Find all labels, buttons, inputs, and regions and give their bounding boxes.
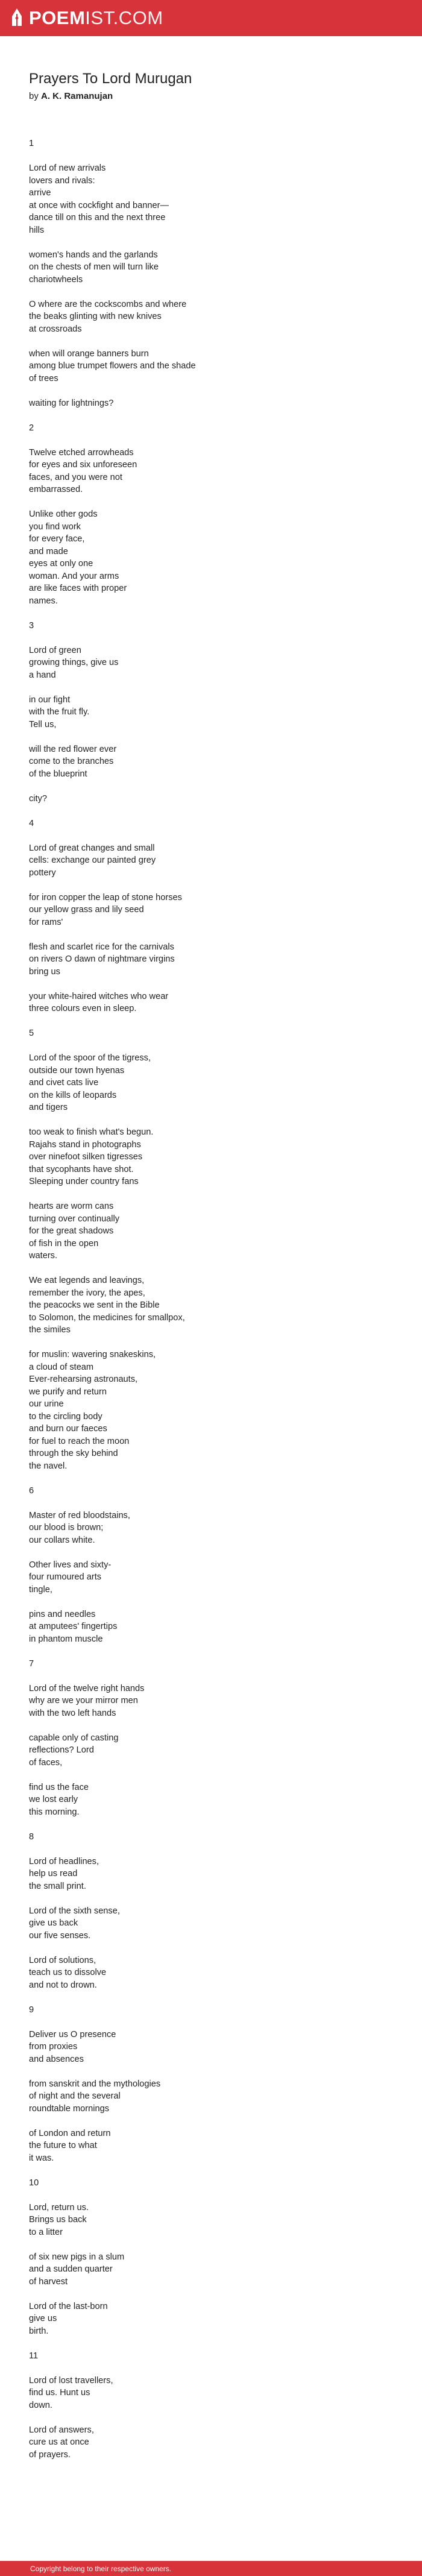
poem-line: down. (29, 2400, 52, 2410)
site-footer (0, 2561, 422, 2576)
stanza-break (29, 1596, 391, 1608)
stanza-break (29, 236, 391, 249)
poem-line: help us read (29, 1869, 78, 1878)
poem-line: and burn our faeces (29, 1424, 107, 1434)
poem-line: are like faces with proper (29, 584, 127, 593)
poem-line: of night and the several (29, 2091, 121, 2101)
logo-bold-text: POEM (29, 7, 86, 28)
poem-line: Lord of great changes and small (29, 843, 155, 853)
poem-line: find us the face (29, 1782, 89, 1792)
poem-line: Lord of the last-born (29, 2301, 108, 2311)
poem-line: of faces, (29, 1757, 63, 1768)
poem-line: and civet cats live (29, 1078, 99, 1088)
poem-line: eyes at only one (29, 559, 93, 568)
poem-line: come to the branches (29, 757, 114, 766)
poem-line: in phantom muscle (29, 1634, 103, 1644)
poem-line: birth. (29, 2326, 49, 2336)
poem-line: arrive (29, 188, 51, 198)
stanza-break (29, 2337, 391, 2350)
pen-nib-icon[interactable] (11, 8, 23, 28)
poem-line: Tell us, (29, 719, 57, 729)
site-header (0, 0, 422, 36)
poem-line: Lord of headlines, (29, 1856, 99, 1866)
poem-line: we purify and return (29, 1387, 107, 1397)
poem-line: you find work (29, 521, 81, 532)
stanza-break (29, 731, 391, 743)
stanza-break (29, 978, 391, 990)
poem-line: on rivers O dawn of nightmare virgins (29, 954, 175, 964)
section-number: 6 (29, 1485, 34, 1496)
stanza-break (29, 385, 391, 397)
poem-line: growing things, give us (29, 658, 119, 667)
poem-line: the navel. (29, 1461, 68, 1471)
poem-line: Brings us back (29, 2215, 87, 2225)
stanza-break (29, 2115, 391, 2127)
poem-line: faces, and you were not (29, 472, 122, 482)
footer-copyright: Copyright belong to their respective owners. (30, 2564, 172, 2573)
poem-line: give us (29, 2314, 57, 2323)
poem-line: names. (29, 596, 58, 606)
section-number: 1 (29, 139, 34, 148)
poem-line: for fuel to reach the moon (29, 1436, 130, 1446)
stanza-break (29, 830, 391, 842)
stanza-break (29, 1991, 391, 2004)
poem-line: Deliver us O presence (29, 2029, 116, 2039)
poem-line: why are we your mirror men (29, 1696, 138, 1705)
stanza-break (29, 681, 391, 694)
stanza-break (29, 1040, 391, 1053)
stanza-break (29, 632, 391, 644)
poem-line: Lord of green (29, 645, 81, 655)
stanza-break (29, 286, 391, 298)
poem-line: to a litter (29, 2227, 63, 2237)
poem-line: of the blueprint (29, 769, 87, 779)
section-number: 4 (29, 818, 34, 828)
stanza-break (29, 928, 391, 941)
poem-line: the future to what (29, 2141, 97, 2150)
stanza-break (29, 1843, 391, 1856)
poem-line: at crossroads (29, 324, 82, 334)
poem-line: for eyes and six unforeseen (29, 460, 137, 470)
poem-line: we lost early (29, 1795, 78, 1804)
poem-line: embarrassed. (29, 485, 83, 494)
poem-line: woman. And your arms (29, 571, 119, 581)
poem-line: to Solomon, the medicines for smallpox, (29, 1312, 185, 1323)
poem-line: your white-haired witches who wear (29, 991, 169, 1001)
poem-line: on the chests of men will turn like (29, 262, 159, 272)
poem-line: and a sudden quarter (29, 2264, 113, 2274)
poem-line: for muslin: wavering snakeskins, (29, 1350, 156, 1359)
byline-prefix: by (29, 91, 42, 101)
section-number: 3 (29, 620, 34, 631)
stanza-break (29, 1262, 391, 1275)
author-link[interactable]: A. K. Ramanujan (41, 91, 113, 101)
poem-line: Sleeping under country fans (29, 1177, 139, 1186)
stanza-break (29, 409, 391, 422)
poem-line: Lord of the twelve right hands (29, 1683, 145, 1693)
poem-line: a hand (29, 670, 56, 680)
poem-line: Unlike other gods (29, 509, 98, 519)
poem-line: flesh and scarlet rice for the carnivals (29, 942, 174, 952)
poem-line: roundtable mornings (29, 2103, 110, 2114)
stanza-break (29, 2411, 391, 2424)
poem-line: for iron copper the leap of stone horses (29, 892, 182, 902)
poem-line: outside our town hyenas (29, 1065, 125, 1075)
poem-line: Lord, return us. (29, 2202, 89, 2212)
stanza-break (29, 1645, 391, 1658)
section-number: 11 (29, 2351, 39, 2361)
poem-line: hearts are worm cans (29, 1201, 114, 1211)
stanza-break (29, 2189, 391, 2202)
poem-line: from proxies (29, 2042, 78, 2052)
poem-line: Twelve etched arrowheads (29, 447, 134, 458)
stanza-break (29, 2164, 391, 2177)
poem-line: three colours even in sleep. (29, 1004, 137, 1013)
stanza-break (29, 1670, 391, 1683)
poem-line: will the red flower ever (29, 744, 117, 754)
poem-line: teach us to dissolve (29, 1968, 107, 1977)
poem-line: our blood is brown; (29, 1523, 104, 1532)
poem-line: too weak to finish what's begun. (29, 1127, 154, 1137)
poem-line: city? (29, 793, 48, 804)
poem-line: Lord of the spoor of the tigress, (29, 1053, 151, 1063)
stanza-break (29, 496, 391, 509)
poem-line: find us. Hunt us (29, 2388, 90, 2398)
poem-line: and made (29, 546, 68, 556)
stanza-break (29, 1114, 391, 1127)
stanza-break (29, 1942, 391, 1954)
poem-line: the small print. (29, 1881, 86, 1891)
poem-line: of prayers. (29, 2449, 71, 2460)
stanza-break (29, 1188, 391, 1201)
stanza-break (29, 2065, 391, 2078)
poem-line: at amputees' fingertips (29, 1622, 118, 1631)
poem-line: our collars white. (29, 1535, 95, 1545)
poem-line: at once with cockfight and banner— (29, 200, 169, 210)
poem-line: and not to drown. (29, 1980, 97, 1990)
poem-line: turning over continually (29, 1214, 120, 1224)
poem-line: Other lives and sixty- (29, 1560, 112, 1570)
poem-line: cure us at once (29, 2437, 89, 2447)
poem-line: remember the ivory, the apes, (29, 1288, 145, 1298)
stanza-break (29, 1472, 391, 1485)
section-number: 5 (29, 1028, 34, 1038)
poem-line: chariotwheels (29, 274, 83, 285)
stanza-break (29, 1546, 391, 1559)
poem-line: lovers and rivals: (29, 175, 95, 186)
poem-line: bring us (29, 966, 60, 977)
stanza-break (29, 335, 391, 348)
poem-line: Lord of the sixth sense, (29, 1906, 120, 1916)
poem-line: for rams' (29, 917, 63, 927)
stanza-break (29, 1337, 391, 1349)
poem-line: it was. (29, 2153, 54, 2163)
poem-line: the beaks glinting with new knives (29, 312, 162, 321)
stanza-break (29, 1892, 391, 1905)
logo-thin-text: IST.COM (85, 7, 163, 28)
stanza-break (29, 1497, 391, 1510)
stanza-break (29, 2288, 391, 2300)
stanza-break (29, 1719, 391, 1732)
poem-line: through the sky behind (29, 1449, 118, 1458)
poem-line: of six new pigs in a slum (29, 2252, 125, 2262)
poem-line: of London and return (29, 2128, 111, 2138)
poem-line: Ever-rehearsing astronauts, (29, 1375, 138, 1384)
poem-line: among blue trumpet flowers and the shade (29, 361, 196, 371)
section-number: 10 (29, 2178, 39, 2188)
poem-line: give us back (29, 1918, 78, 1928)
poem-line: capable only of casting (29, 1733, 119, 1743)
stanza-break (29, 607, 391, 620)
poem-line: to the circling body (29, 1411, 102, 1422)
byline (29, 90, 391, 102)
poem-line: that sycophants have shot. (29, 1164, 134, 1174)
poem-line: this morning. (29, 1807, 80, 1817)
stanza-break (29, 1015, 391, 1028)
poem-line: Lord of lost travellers, (29, 2375, 113, 2385)
poem-line: four rumoured arts (29, 1572, 102, 1582)
site-logo[interactable] (29, 7, 163, 29)
poem-body (29, 137, 391, 2461)
poem-line: of fish in the open (29, 1238, 99, 1249)
stanza-break (29, 2238, 391, 2251)
poem-line: our five senses. (29, 1930, 91, 1941)
stanza-break (29, 2016, 391, 2029)
poem-line: reflections? Lord (29, 1745, 94, 1755)
poem-line: pottery (29, 868, 56, 878)
stanza-break (29, 434, 391, 447)
page-title: Prayers To Lord Murugan (29, 71, 192, 87)
poem-line: Rajahs stand in photographs (29, 1139, 141, 1150)
poem-line: waters. (29, 1251, 58, 1261)
poem-line: hills (29, 225, 45, 235)
poem-line: for every face, (29, 534, 85, 544)
poem-line: Master of red bloodstains, (29, 1510, 130, 1520)
poem-line: on the kills of leopards (29, 1090, 117, 1100)
poem-line: a cloud of steam (29, 1362, 94, 1372)
stanza-break (29, 879, 391, 892)
poem-line: We eat legends and leavings, (29, 1276, 145, 1285)
section-number: 8 (29, 1831, 34, 1842)
poem-content (29, 70, 391, 2461)
stanza-break (29, 1818, 391, 1831)
stanza-break (29, 805, 391, 817)
section-number: 7 (29, 1658, 34, 1669)
poem-line: when will orange banners burn (29, 348, 149, 359)
poem-line: our urine (29, 1399, 64, 1409)
poem-line: our yellow grass and lily seed (29, 905, 144, 915)
poem-line: from sanskrit and the mythologies (29, 2079, 161, 2089)
poem-line: of trees (29, 373, 58, 383)
poem-line: tingle, (29, 1584, 52, 1595)
poem-line: the peacocks we sent in the Bible (29, 1300, 160, 1310)
poem-line: and absences (29, 2054, 84, 2064)
poem-line: of harvest (29, 2276, 68, 2287)
stanza-break (29, 150, 391, 163)
poem-line: Lord of new arrivals (29, 163, 106, 173)
poem-line: over ninefoot silken tigresses (29, 1152, 143, 1162)
poem-line: dance till on this and the next three (29, 213, 166, 222)
poem-line: Lord of solutions, (29, 1955, 96, 1965)
poem-line: Lord of answers, (29, 2425, 94, 2435)
section-number: 2 (29, 423, 34, 433)
poem-line: for the great shadows (29, 1226, 114, 1236)
poem-line: cells: exchange our painted grey (29, 855, 156, 865)
stanza-break (29, 2362, 391, 2375)
poem-line: pins and needles (29, 1609, 96, 1619)
section-number: 9 (29, 2004, 34, 2015)
poem-line: O where are the cockscombs and where (29, 299, 187, 309)
poem-line: in our fight (29, 694, 71, 705)
poem-line: the similes (29, 1325, 71, 1335)
stanza-break (29, 1769, 391, 1781)
poem-line: waiting for lightnings? (29, 398, 114, 408)
stanza-break (29, 780, 391, 793)
poem-line: with the fruit fly. (29, 707, 90, 717)
poem-line: women's hands and the garlands (29, 250, 158, 260)
poem-line: with the two left hands (29, 1708, 116, 1718)
poem-line: and tigers (29, 1103, 68, 1112)
